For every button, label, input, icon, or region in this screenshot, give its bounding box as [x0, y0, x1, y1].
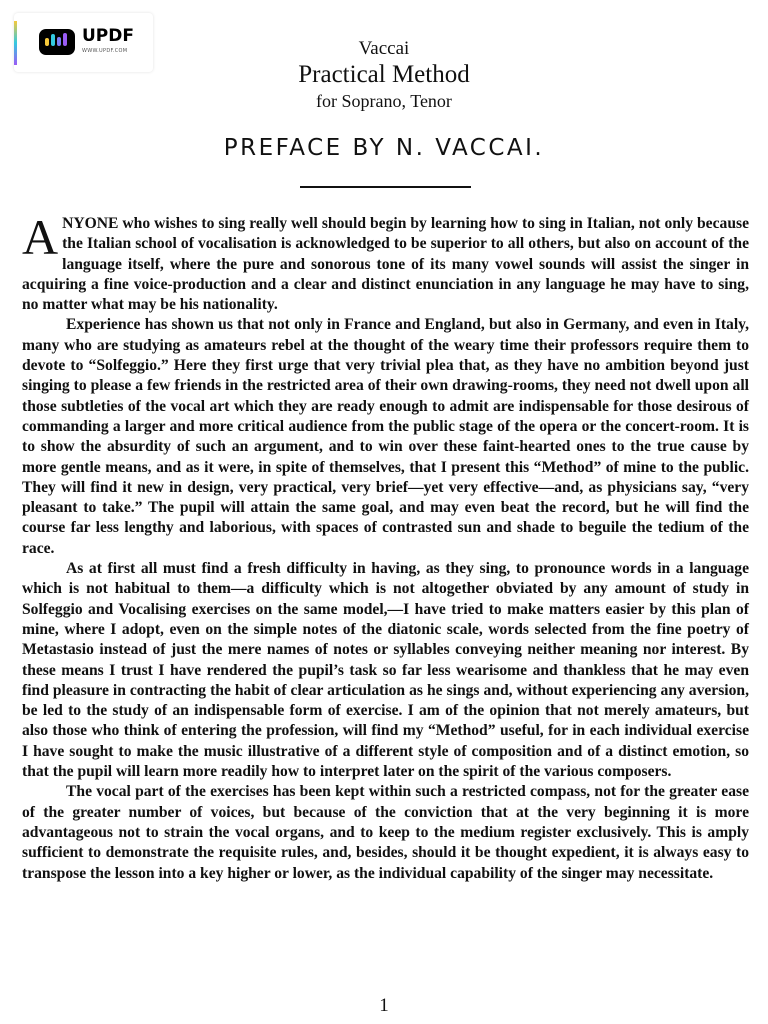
paragraph-4: The vocal part of the exercises has been kept within such a restricted compass, not for the greater ease of the greater number of voices, but because of the conviction that at the very beginning it is more advantageous not to strain the vocal organs, and to keep to the medium register exclusively. This is amply sufficient to demonstrate the requisite rules, and, besides, should it be thought expedient, it is always easy to transpose the lesson into a key higher or lower, as the individual capability of the singer may necessitate. — [22, 783, 749, 882]
paragraph-1 — [22, 209, 749, 315]
watermark-site: WWW.UPDF.COM — [82, 48, 128, 54]
paragraph-2: Experience has shown us that not only in France and England, but also in Germany, and even in Italy, many who are studying as amateurs rebel at the thought of the weary time their professors require them to devote to “Solfeggio.” Here they first urge that very trivial plea that, as they have no ambition beyond just singing to please a few friends in the restricted area of their own drawing-rooms, they need not dwell upon all those subtleties of the vocal art which they are ready enough to admit are indispensable for those desirous of commanding a larger and more critical audience from the public stage of the opera or the concert-room. It is to show the absurdity of such an argument, and to win over these faint-hearted ones to the true cause by more gentle means, and as it were, in spite of themselves, that I present this “Method” of mine to the public. They will find it new in design, very practical, very brief—yet very effective—and, as physicians say, “very pleasant to take.” The pupil will attain the same goal, and may even beat the record, but he will find the course far less lengthy and laborious, with spaces of contrasted sun and shade to beguile the tedium of the race. — [22, 316, 749, 557]
paragraph-3: As at first all must find a fresh difficulty in having, as they sing, to pronounce words in a language which is not habitual to them—a difficulty which is not altogether obviated by any amount of study in Solfeggio and Vocalising exercises on the same model,—I have tried to make matters easier by this plan of mine, where I adopt, even on the simple notes of the diatonic scale, words selected from the fine poetry of Metastasio instead of just the mere names of notes or syllables conveying neither meaning nor interest. By these means I trust I have rendered the pupil’s task so far less wearisome and thankless that he may even find pleasure in contracting the habit of clear articulation as he sings and, without experiencing any aversion, be led to the study of an indispensable form of exercise. I am of the opinion that not merely amateurs, but also those who think of entering the profession, will find my “Method” useful, for in each individual exercise I have sought to make the music illustrative of a different style of composition and of a distinct emotion, so that the pupil will learn more readily how to interpret later on the spirit of the various composers. — [22, 560, 749, 781]
watermark-brand: UPDF — [82, 26, 134, 46]
book-title: Practical Method — [298, 61, 470, 88]
heading-divider — [300, 186, 471, 188]
preface-body — [22, 209, 749, 884]
page-number: 1 — [379, 995, 389, 1016]
preface-heading: PREFACE BY N. VACCAI. — [223, 135, 545, 161]
composer-name: Vaccai — [358, 38, 410, 59]
paragraph-1-text: NYONE who wishes to sing really well should begin by learning how to sing in Italian, not only because the Italian school of vocalisation is acknowledged to be superior to all others, but also on account of the language itself, where the pure and sonorous tone of its many vowel sounds will assist the singer in acquiring a fine voice-production and a clear and distinct enunciation in any language he may have to sing, no matter what may be his nationality. — [22, 215, 749, 314]
drop-cap: A — [22, 209, 59, 265]
book-subtitle: for Soprano, Tenor — [316, 91, 452, 111]
